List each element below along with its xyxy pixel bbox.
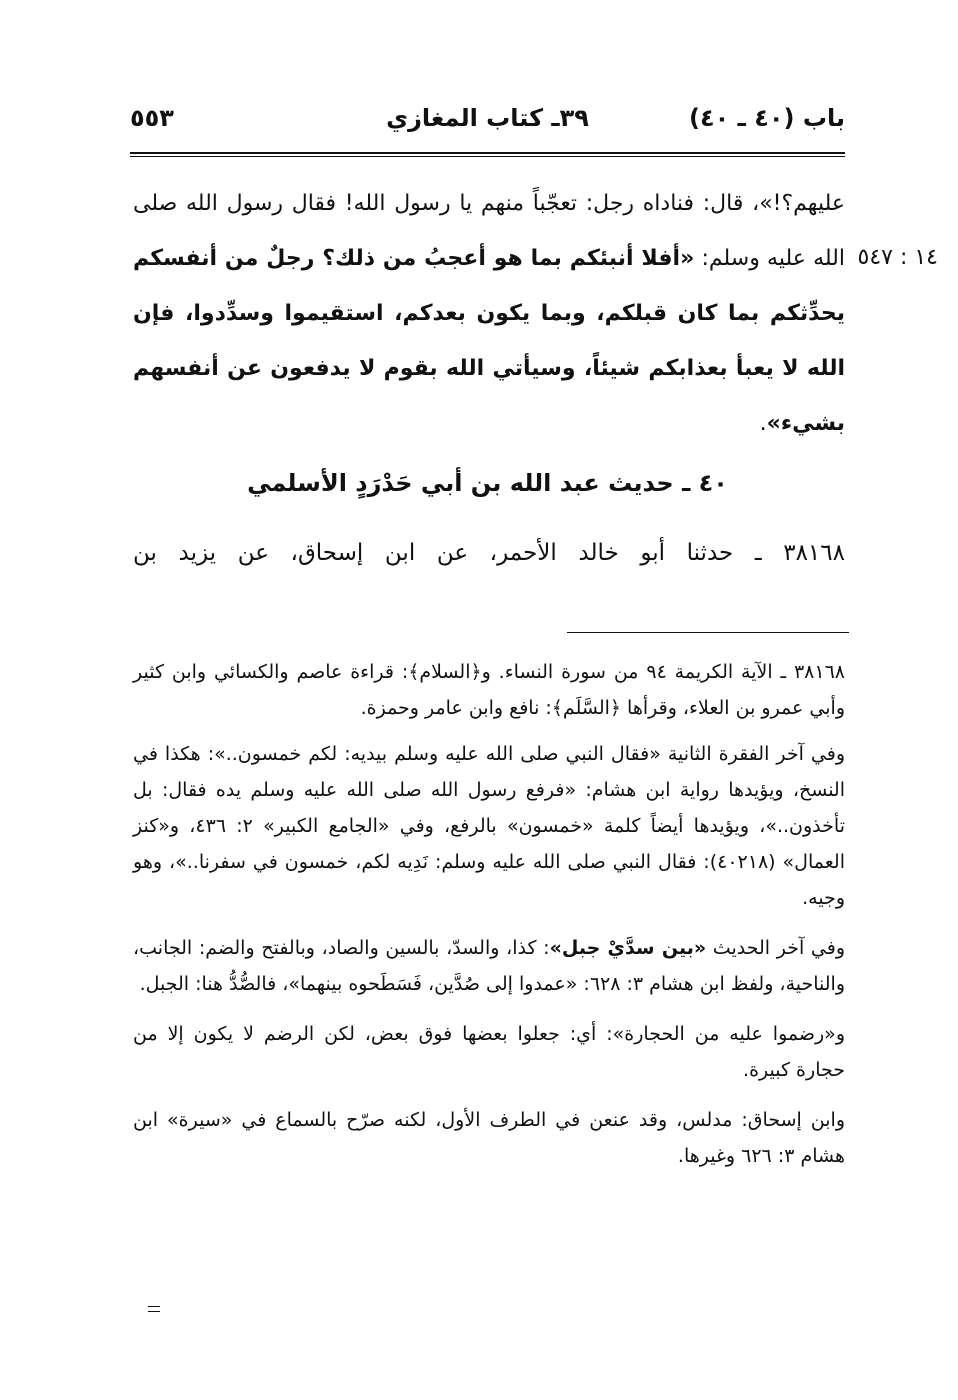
book-title: ٣٩ـ كتاب المغازي <box>386 104 589 132</box>
main-text-quote: «أفلا أنبئكم بما هو أعجبُ من ذلك؟ رجلٌ من أنفسكم يحدِّثكم بما كان قبلكم، وبما يكون بعدكم، استقيموا وسدِّدوا، فإن الله لا يعبأ بعذابكم شيئاً، وسيأتي الله بقوم لا يدفعون عن أنفسهم بشيء» <box>133 246 845 436</box>
footnotes <box>133 654 845 1188</box>
footnote-paragraph: وابن إسحاق: مدلس، وقد عنعن في الطرف الأول، لكنه صرّح بالسماع في «سيرة» ابن هشام ٣: ٦٢٦ وغيرها. <box>133 1109 845 1167</box>
footnote-separator <box>567 632 849 633</box>
header-rule <box>130 152 845 154</box>
footnote-text: : أي: جعلوا بعضها فوق بعض، لكن الرضم لا يكون إلا من حجارة كبيرة. <box>133 1023 845 1081</box>
footnote-paragraph <box>133 930 845 1002</box>
chapter-range: باب (٤٠ ـ ٤٠) <box>689 104 845 132</box>
hadith-opening: ٣٨١٦٨ ـ حدثنا أبو خالد الأحمر، عن ابن إسحاق، عن يزيد بن <box>133 540 845 566</box>
footnote-quote: «بين سدَّيْ جبل» <box>549 937 707 959</box>
page-number: ٥٥٣ <box>130 104 174 132</box>
footnote-paragraph: ٣٨١٦٨ ـ الآية الكريمة ٩٤ من سورة النساء. و﴿السلام﴾: قراءة عاصم والكسائي وابن كثير وأبي عمرو بن العلاء، وقرأها ﴿السَّلَم﴾: نافع وابن عامر وحمزة. <box>133 661 845 719</box>
section-title: ٤٠ ـ حديث عبد الله بن أبي حَدْرَدٍ الأسلمي <box>247 469 728 497</box>
main-text <box>133 176 845 451</box>
marginal-reference: ١٤ : ٥٤٧ <box>857 245 938 270</box>
footnote-paragraph <box>133 1016 845 1088</box>
footnote-text: و <box>835 1023 845 1045</box>
main-text-end: . <box>759 411 767 436</box>
continuation-mark <box>148 1306 160 1316</box>
main-text-narration: عليهم؟!»، قال: فناداه رجل: تعجّباً منهم يا رسول الله! فقال رسول الله صلى الله عليه وسلم: <box>133 191 845 271</box>
footnote-paragraph: وفي آخر الفقرة الثانية «فقال النبي صلى الله عليه وسلم بيديه: لكم خمسون..»: هكذا في النسخ، ويؤيدها رواية ابن هشام: «فرفع رسول الله صلى الله عليه وسلم يده فقال: بل تأخذون..»، ويؤيدها أيضاً كلمة «خمسون» بالرفع، وفي «الجامع الكبير» ٢: ٤٣٦، و«كنز العمال» (٤٠٢١٨): فقال النبي صلى الله عليه وسلم: نَدِيه لكم، خمسون في سفرنا..»، وهو وجيه. <box>133 743 845 909</box>
running-header <box>130 96 845 156</box>
footnote-text: وفي آخر الحديث <box>706 937 846 959</box>
header-rule-thin <box>130 156 845 157</box>
footnote-quote: «رضموا عليه من الحجارة» <box>612 1023 836 1045</box>
footnote-text: : كذا، والسدّ، بالسين والصاد، وبالفتح والضم: الجانب، والناحية، ولفظ ابن هشام ٣: ٦٢٨: «عمدوا إلى صُدَّين، فَسَطَحوه بينهما»، فالصُّدُّ هنا: الجبل. <box>133 937 845 995</box>
